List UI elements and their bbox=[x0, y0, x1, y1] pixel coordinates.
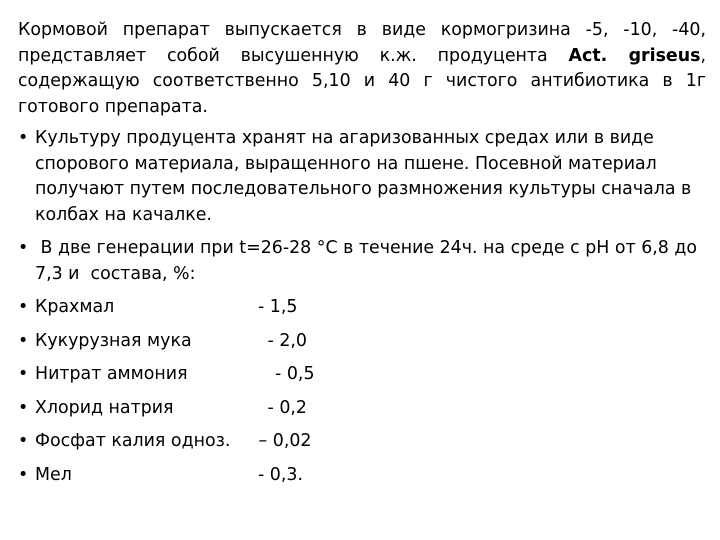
ingredient-name: Крахмал bbox=[35, 297, 115, 317]
list-item-text: В две генерации при t=26-28 °С в течение 24ч. на среде с рН от 6,8 до 7,3 и состава, %: bbox=[35, 238, 703, 284]
ingredient-name: Фосфат калия одноз. bbox=[35, 431, 231, 451]
list-item-starch bbox=[18, 295, 706, 321]
ingredient-name: Мел bbox=[35, 464, 72, 485]
bullet-icon: • bbox=[18, 397, 29, 418]
bullet-icon: • bbox=[18, 364, 29, 384]
list-item-ammonium-nitrate bbox=[18, 362, 706, 388]
ingredient-value: - 1,5 bbox=[258, 297, 298, 317]
bullet-icon: • bbox=[18, 297, 29, 317]
bullet-icon: • bbox=[18, 431, 29, 451]
ingredient-value: - 2,0 bbox=[262, 330, 307, 351]
bullet-list bbox=[18, 126, 706, 488]
bullet-icon: • bbox=[18, 330, 29, 351]
intro-paragraph bbox=[18, 18, 706, 120]
list-item-text: Культуру продуцента хранят на агаризованных средах или в виде спорового материала, выращенного на пшене. Посевной материал получают путем последовательного размножения культуры сначала в колбах на качалке. bbox=[35, 128, 692, 225]
ingredient-name: Кукурузная мука bbox=[35, 330, 192, 351]
intro-text-part1: Кормовой препарат выпускается в виде кормогризина -5, -10, -40, представляет собой высушенную к.ж. продуцента bbox=[18, 20, 706, 66]
ingredient-value: - 0,2 bbox=[262, 397, 307, 418]
list-item-chalk bbox=[18, 463, 706, 489]
ingredient-name: Хлорид натрия bbox=[35, 397, 174, 418]
bullet-icon: • bbox=[18, 128, 29, 148]
list-item-generation bbox=[18, 236, 706, 287]
intro-text-part2: , содержащую соответственно 5,10 и 40 г чистого антибиотика в 1г готового препарата. bbox=[18, 45, 706, 117]
list-item-sodium-chloride bbox=[18, 396, 706, 422]
bullet-icon: • bbox=[18, 238, 29, 258]
list-item-corn-flour bbox=[18, 329, 706, 355]
ingredient-value: - 0,3. bbox=[258, 464, 303, 485]
bullet-icon: • bbox=[18, 464, 29, 485]
organism-name: Act. griseus bbox=[568, 45, 701, 66]
list-item-potassium-phosphate bbox=[18, 429, 706, 455]
ingredient-value: – 0,02 bbox=[253, 431, 312, 451]
list-item-storage bbox=[18, 126, 706, 228]
ingredient-name: Нитрат аммония bbox=[35, 364, 188, 384]
ingredient-value: - 0,5 bbox=[264, 364, 315, 384]
